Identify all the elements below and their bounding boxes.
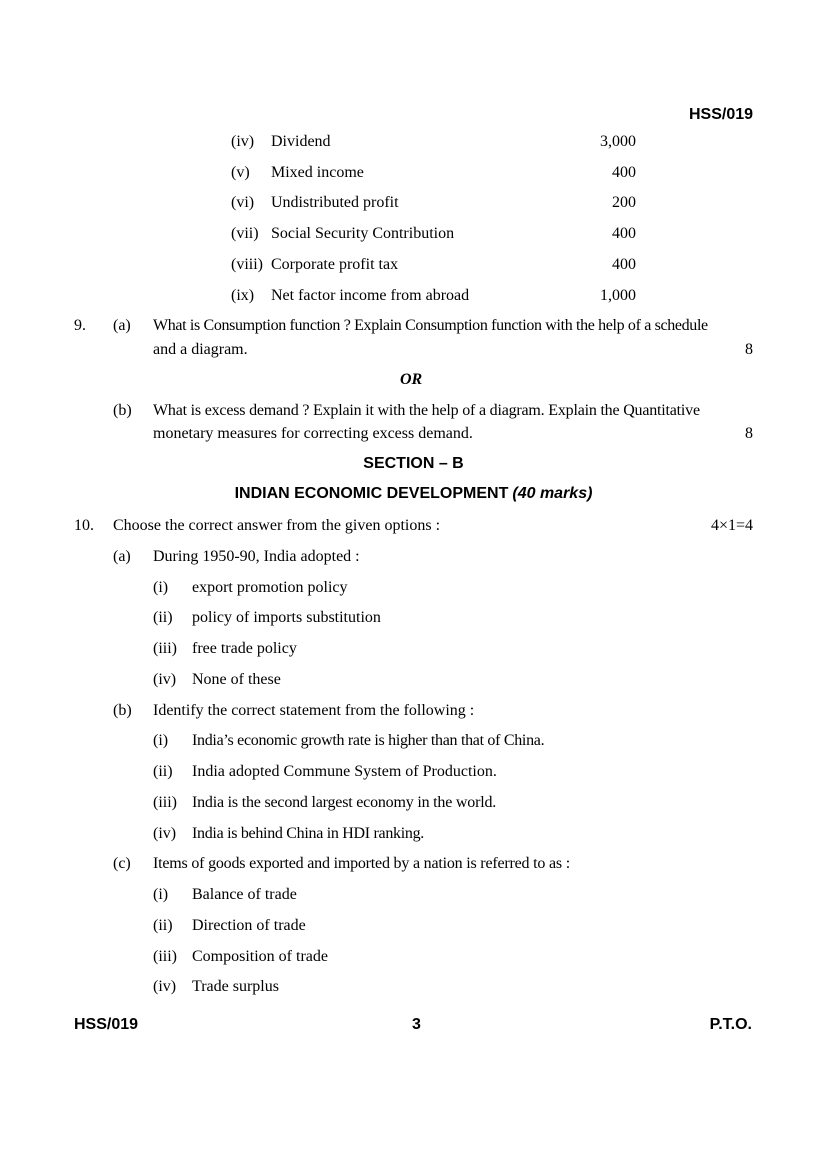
option-text: Balance of trade [192, 886, 297, 903]
part-text: Identify the correct statement from the following : [153, 702, 475, 719]
item-label: Corporate profit tax [271, 256, 399, 273]
part-text: Items of goods exported and imported by a nation is referred to as : [153, 855, 570, 872]
question-text: What is Consumption function ? Explain Consumption function with the help of a schedule [153, 317, 708, 334]
option-number: (ii) [153, 763, 173, 780]
item-label: Net factor income from abroad [271, 287, 470, 304]
option-text: India’s economic growth rate is higher than that of China. [192, 732, 545, 749]
header-code: HSS/019 [689, 106, 754, 123]
marks: 4×1=4 [710, 517, 753, 534]
option-number: (ii) [153, 609, 173, 626]
section-title: SECTION – B [363, 455, 464, 472]
item-label: Mixed income [271, 164, 364, 181]
question-text: What is excess demand ? Explain it with the help of a diagram. Explain the Quantitative [153, 402, 700, 419]
option-number: (i) [153, 579, 169, 596]
or-separator: OR [400, 371, 423, 388]
item-number: (vi) [231, 194, 255, 211]
marks: 8 [745, 425, 753, 442]
option-number: (iii) [153, 948, 177, 965]
item-value: 400 [612, 164, 636, 181]
option-text: India adopted Commune System of Production. [192, 763, 497, 780]
option-text: Direction of trade [192, 917, 306, 934]
option-text: None of these [192, 671, 281, 688]
question-number: 9. [74, 317, 86, 334]
option-text: policy of imports substitution [192, 609, 381, 626]
question-text: Choose the correct answer from the given options : [113, 517, 441, 534]
option-number: (iv) [153, 825, 177, 842]
section-subtitle [0, 485, 827, 503]
item-value: 400 [612, 256, 636, 273]
pto-label: P.T.O. [709, 1016, 752, 1033]
option-number: (iv) [153, 671, 177, 688]
option-number: (iii) [153, 794, 177, 811]
page-number: 3 [412, 1016, 421, 1033]
option-text: India is the second largest economy in the world. [192, 794, 497, 811]
option-number: (iii) [153, 640, 177, 657]
question-text: and a diagram. [153, 341, 248, 358]
part-label: (c) [113, 855, 131, 872]
option-text: India is behind China in HDI ranking. [192, 825, 424, 842]
item-value: 400 [612, 225, 636, 242]
option-text: Trade surplus [192, 978, 279, 995]
item-number: (iv) [231, 133, 255, 150]
item-number: (vii) [231, 225, 259, 242]
item-label: Social Security Contribution [271, 225, 455, 242]
item-label: Undistributed profit [271, 194, 399, 211]
footer-code: HSS/019 [74, 1016, 139, 1033]
item-value: 3,000 [600, 133, 636, 150]
option-text: free trade policy [192, 640, 297, 657]
section-subtitle-marks: (40 marks) [512, 485, 593, 502]
option-text: Composition of trade [192, 948, 328, 965]
marks: 8 [745, 341, 753, 358]
item-number: (viii) [231, 256, 263, 273]
part-label: (a) [113, 317, 131, 334]
option-text: export promotion policy [192, 579, 348, 596]
part-label: (a) [113, 548, 131, 565]
item-value: 1,000 [600, 287, 636, 304]
item-label: Dividend [271, 133, 331, 150]
part-label: (b) [113, 702, 132, 719]
option-number: (iv) [153, 978, 177, 995]
question-number: 10. [74, 517, 94, 534]
item-value: 200 [612, 194, 636, 211]
option-number: (i) [153, 732, 169, 749]
item-number: (v) [231, 164, 250, 181]
item-number: (ix) [231, 287, 255, 304]
part-label: (b) [113, 402, 132, 419]
part-text: During 1950-90, India adopted : [153, 548, 360, 565]
section-subtitle-text: INDIAN ECONOMIC DEVELOPMENT [234, 485, 509, 502]
question-text: monetary measures for correcting excess demand. [153, 425, 473, 442]
option-number: (i) [153, 886, 169, 903]
option-number: (ii) [153, 917, 173, 934]
